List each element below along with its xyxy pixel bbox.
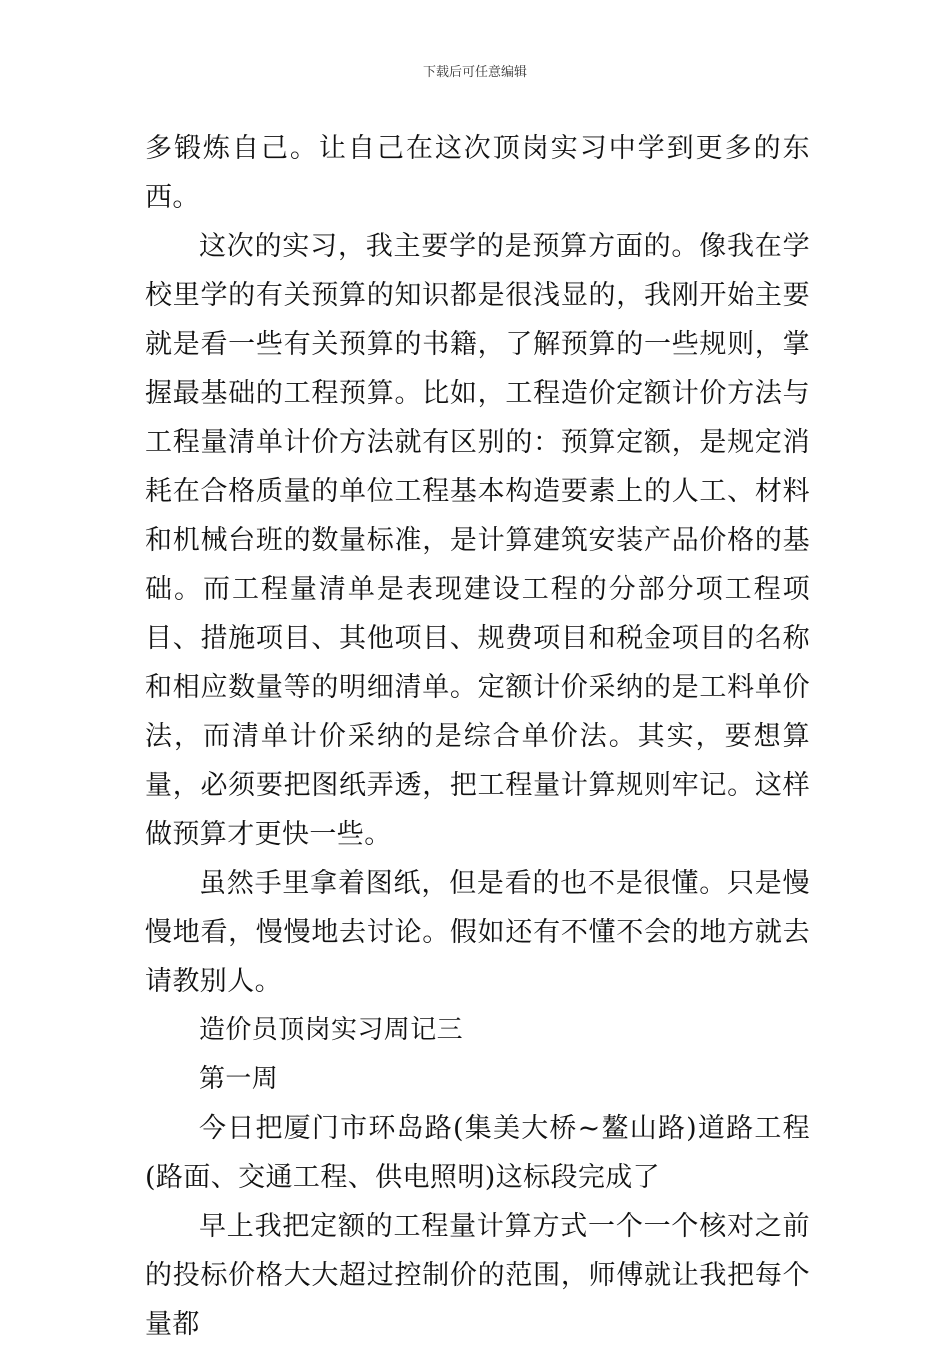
paragraph-morning-check: 早上我把定额的工程量计算方式一个一个核对之前的投标价格大大超过控制价的范围，师傅就让我把每个量都	[145, 1211, 810, 1340]
paragraph-drawings: 虽然手里拿着图纸，但是看的也不是很懂。只是慢慢地看，慢慢地去讨论。假如还有不懂不会的地方就去请教别人。	[145, 868, 810, 997]
paragraph-continuation: 多锻炼自己。让自己在这次顶岗实习中学到更多的东西。	[145, 133, 810, 213]
paragraph-road-project: 今日把厦门市环岛路(集美大桥~鳌山路)道路工程(路面、交通工程、供电照明)这标段完成了	[145, 1113, 810, 1193]
page-header: 下载后可任意编辑	[422, 65, 527, 80]
section-title: 造价员顶岗实习周记三	[199, 1015, 464, 1045]
week-heading: 第一周	[199, 1064, 279, 1094]
paragraph-budget-study: 这次的实习，我主要学的是预算方面的。像我在学校里学的有关预算的知识都是很浅显的，我刚开始主要就是看一些有关预算的书籍，了解预算的一些规则，掌握最基础的工程预算。比如，工程造价定额计价方法与工程量清单计价方法就有区别的：预算定额，是规定消耗在合格质量的单位工程基本构造要素上的人工、材料和机械台班的数量标准，是计算建筑安装产品价格的基础。而工程量清单是表现建设工程的分部分项工程项目、措施项目、其他项目、规费项目和税金项目的名称和相应数量等的明细清单。定额计价采纳的是工料单价法，而清单计价采纳的是综合单价法。其实，要想算量，必须要把图纸弄透，把工程量计算规则牢记。这样做预算才更快一些。	[145, 231, 810, 850]
document-body	[145, 124, 810, 1349]
